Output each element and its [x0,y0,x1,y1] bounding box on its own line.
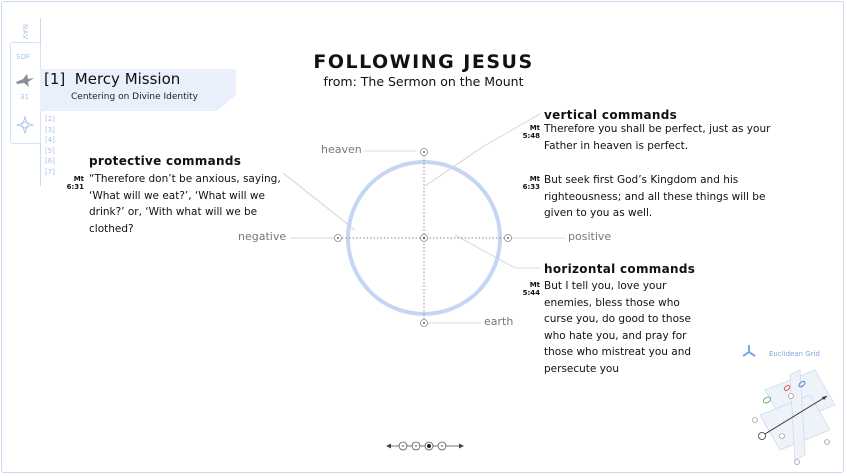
pager[interactable] [385,439,465,453]
nav-item-2[interactable]: [2] [45,115,55,123]
page-subtitle: from: The Sermon on the Mount [323,74,524,89]
ref-book: Mt [529,124,540,132]
mission-title: Mercy Mission [74,70,181,88]
vertical-ref-1 [516,124,540,140]
ref-verse: 5:44 [522,289,540,297]
nav-item-5[interactable]: [5] [45,146,55,155]
pager-prev-icon [386,444,391,449]
mission-subtitle: Centering on Divine Identity [71,92,198,102]
horizontal-ref [516,281,540,297]
nav-item-6[interactable]: [6] [45,157,55,165]
page-title: FOLLOWING JESUS [313,51,534,73]
nav-sof-link[interactable]: SOF [16,53,30,61]
ref-verse: 5:48 [522,132,540,140]
vertical-text-1: Therefore you shall be perfect, just as your Father in heaven is perfect. [544,123,771,152]
nav-item-7[interactable]: [7] [45,167,55,176]
axis-label-heaven: heaven [321,143,362,156]
ref-book: Mt [529,281,540,289]
ref-verse: 6:33 [522,183,540,191]
axis-label-negative: negative [238,230,287,243]
green-ring-icon [762,396,771,404]
axis-label-positive: positive [568,230,612,243]
nav-label: NAV [21,24,29,40]
protective-ref [62,175,84,191]
euclidean-grid-label: Euclidean Grid [769,350,820,358]
vertical-heading: vertical commands [544,108,678,122]
nav-item-3[interactable]: [3] [45,125,55,134]
protective-text: “Therefore don’t be anxious, saying, ‘What will we eat?’, ‘What will we drink?’ or, ‘With what will we be clothed? [89,173,281,235]
mission-number: [1] [44,70,66,88]
pager-next-icon [459,444,464,449]
protective-heading: protective commands [89,154,242,168]
nav-number: 31 [20,93,29,101]
axes-icon [742,344,756,358]
euclidean-grid-widget[interactable] [745,360,845,470]
ref-book: Mt [529,175,540,183]
ref-book: Mt [73,175,84,183]
ref-verse: 6:31 [66,183,84,191]
horizontal-heading: horizontal commands [544,262,696,276]
vertical-text-2: But seek first God’s Kingdom and his righteousness; and all these things will be given to you as well. [544,174,766,219]
axis-label-earth: earth [484,315,514,328]
horizontal-text: But I tell you, love your enemies, bless those who curse you, do good to those who hate you, and pray for those who mistreat you and persecute you [544,280,692,375]
vertical-ref-2 [516,175,540,191]
nav-item-4[interactable]: [4] [45,136,55,144]
